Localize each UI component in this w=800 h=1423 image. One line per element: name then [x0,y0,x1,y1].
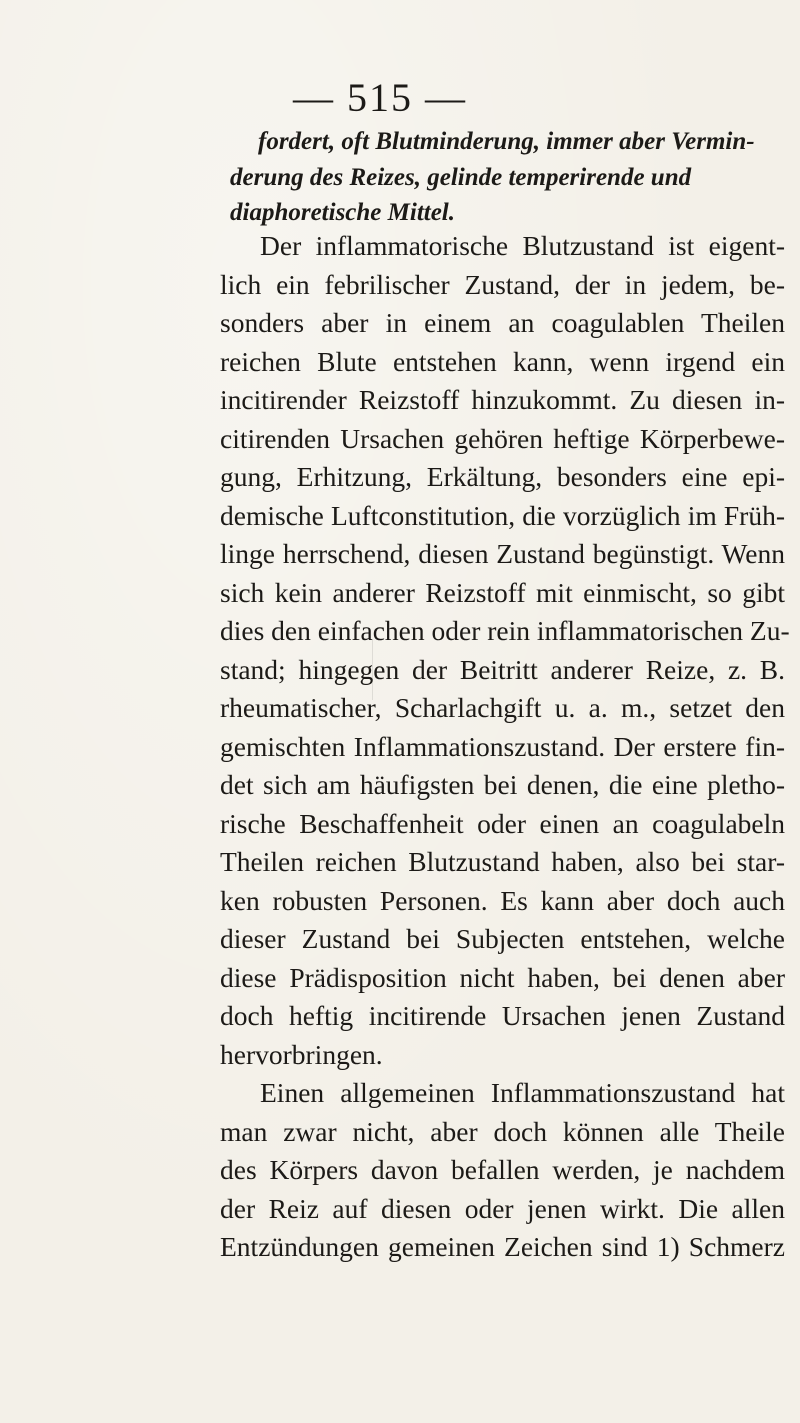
heading-line: derung des Reizes, gelinde temperirende und [230,163,692,191]
text-line: reichen Blute entstehen kann, wenn irgend ein [220,345,785,377]
text-line: Theilen reichen Blutzustand haben, also bei star- [220,846,785,877]
text-line: diese Prädisposition nicht haben, bei denen aber [220,961,785,993]
italic-heading [220,124,780,231]
text-line: citirenden Ursachen gehören heftige Körperbewe- [220,422,785,454]
text-line: det sich am häufigsten bei denen, die eine pletho- [220,769,785,800]
text-line: demische Luftconstitution, die vorzüglich im Früh- [220,499,785,531]
page-number: — 515 — [293,75,467,120]
heading-line: fordert, oft Blutminderung, immer aber Vermin- [258,128,755,155]
heading-line: diaphoretische Mittel. [230,199,455,226]
text-line: incitirender Reizstoff hinzukommt. Zu diesen in- [220,384,785,415]
text-line: ken robusten Personen. Es kann aber doch auch [220,884,785,916]
text-line: des Körpers davon befallen werden, je nachdem [220,1154,785,1185]
text-line: sonders aber in einem an coagulablen Theilen [220,307,785,338]
text-line: sich kein anderer Reizstoff mit einmischt, so gibt [220,576,785,608]
text-line: Der inflammatorische Blutzustand ist eigent- [260,230,785,261]
text-line: Entzündungen gemeinen Zeichen sind 1) Schmerz [220,1231,785,1262]
text-line: der Reiz auf diesen oder jenen wirkt. Die allen [220,1192,785,1224]
text-line: lich ein febrilischer Zustand, der in jedem, be- [220,268,785,300]
body-text [220,227,790,1267]
text-line: doch heftig incitirende Ursachen jenen Zustand [220,1000,785,1031]
text-line: rheumatischer, Scharlachgift u. a. m., setzet den [220,692,785,723]
text-line: gemischten Inflammationszustand. Der erstere fin- [220,730,785,762]
paragraph-2 [220,1074,785,1267]
text-line: rische Beschaffenheit oder einen an coagulabeln [220,807,785,839]
text-line: hervorbringen. [220,1038,383,1070]
text-line: dies den einfachen oder rein inflammatorischen Zu- [220,615,790,646]
text-line: linge herrschend, diesen Zustand begünstigt. Wenn [220,538,785,569]
paragraph-1 [220,227,790,1074]
text-line: dieser Zustand bei Subjecten entstehen, welche [220,923,785,954]
text-line: man zwar nicht, aber doch können alle Theile [220,1115,785,1147]
text-line: stand; hingegen der Beitritt anderer Reize, z. B. [220,653,785,685]
text-line: gung, Erhitzung, Erkältung, besonders eine epi- [220,461,785,492]
text-line: Einen allgemeinen Inflammationszustand hat [260,1077,785,1108]
